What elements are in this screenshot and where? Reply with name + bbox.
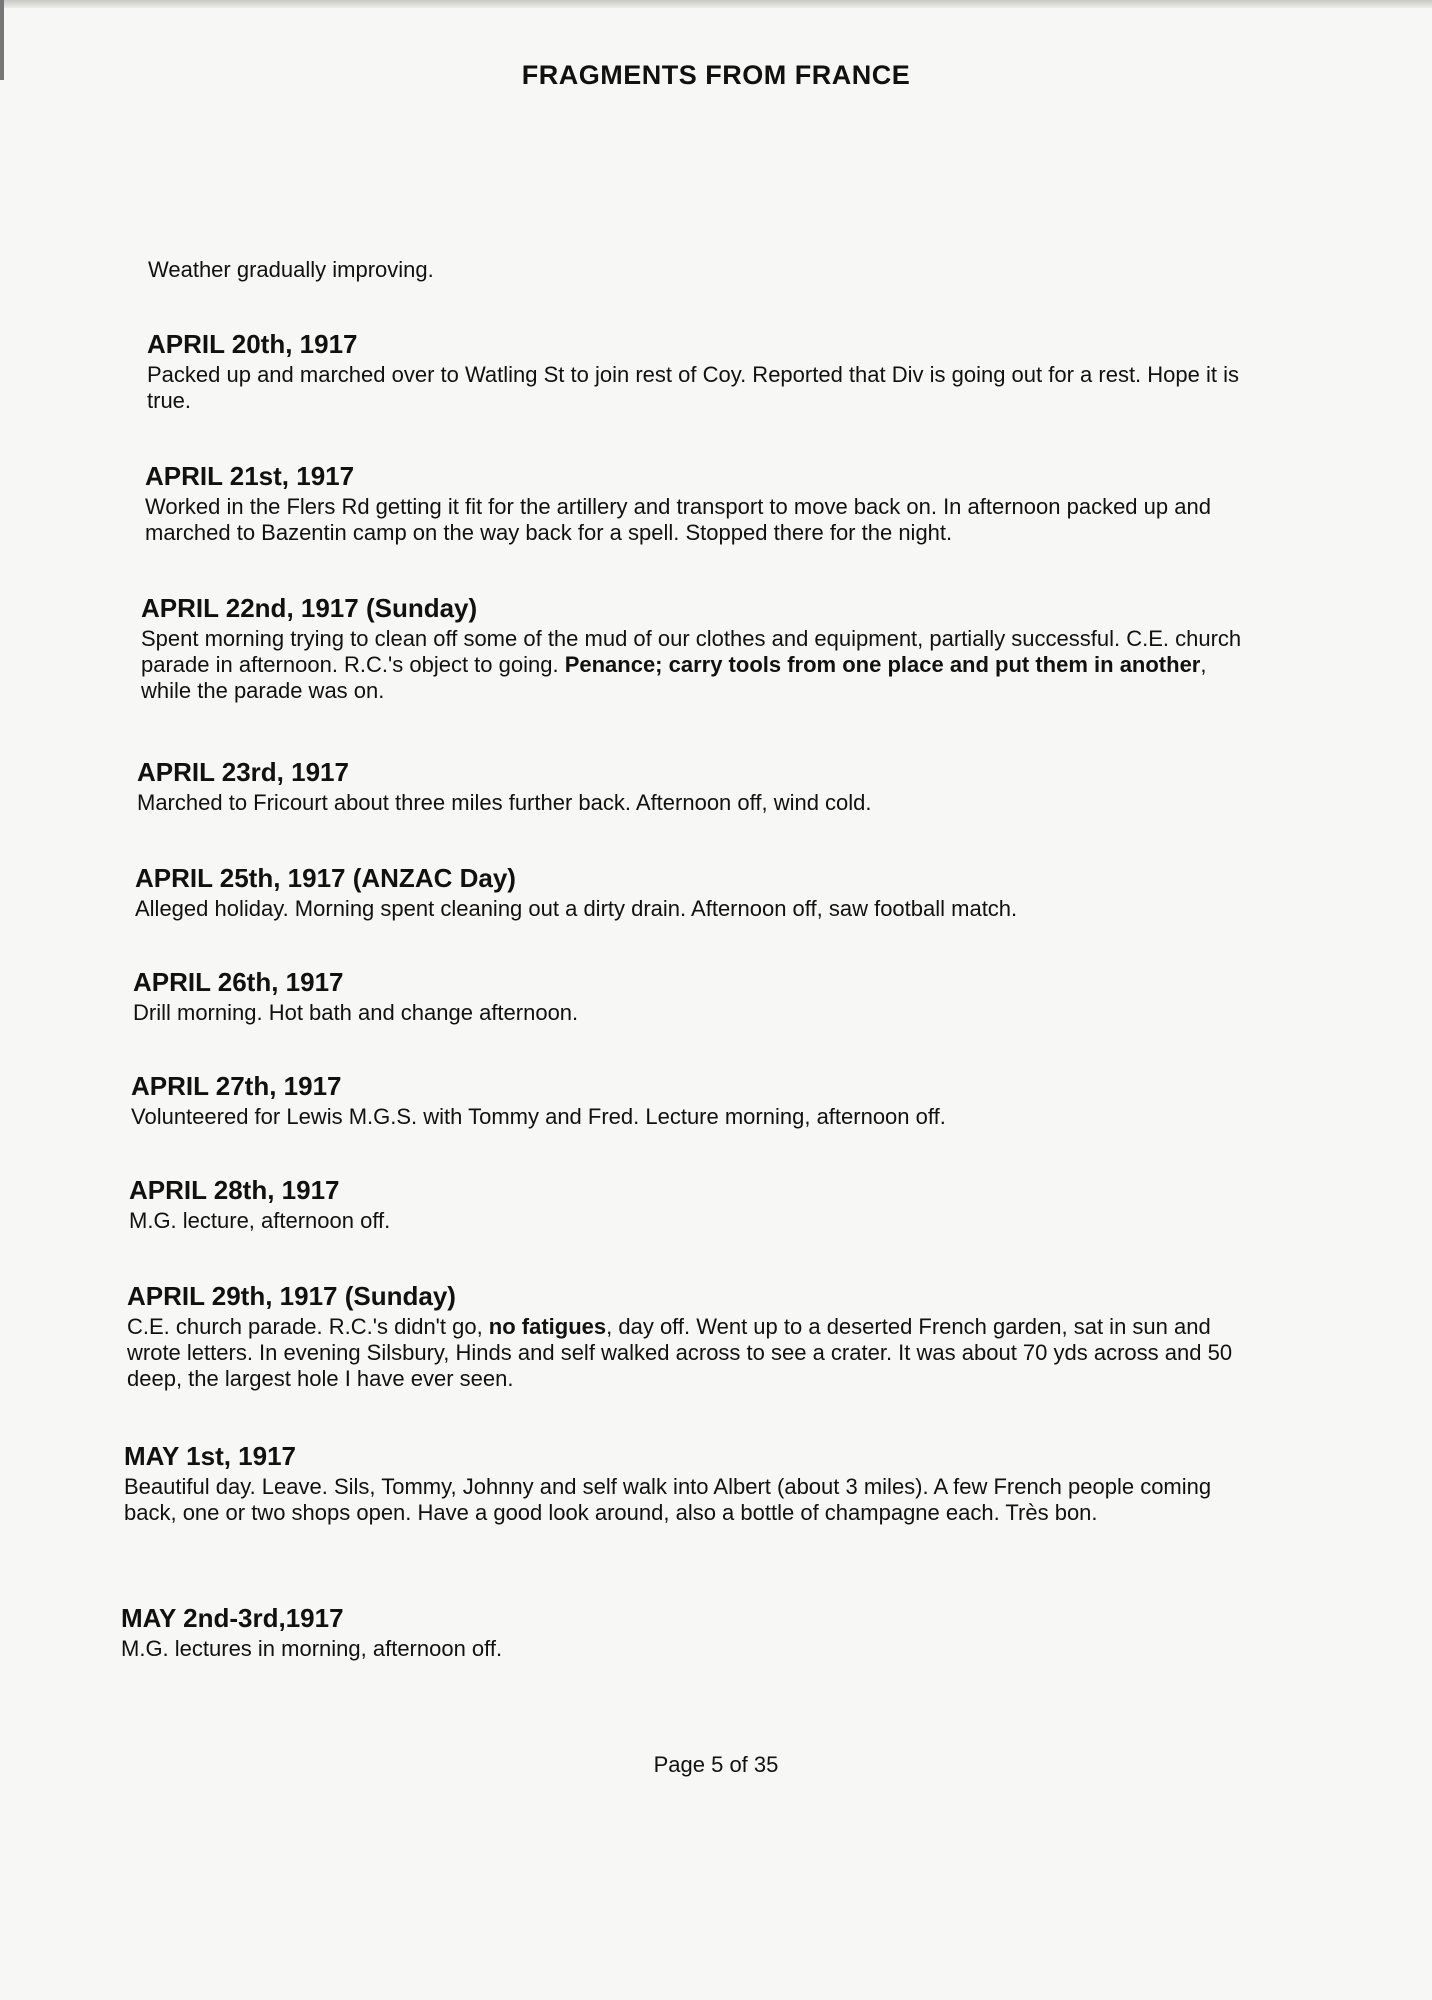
- page-title: FRAGMENTS FROM FRANCE: [521, 60, 911, 90]
- entry-body-text: , while the parade was on.: [141, 652, 1207, 703]
- entry-body: [124, 1474, 1244, 1526]
- entry-heading: APRIL 29th, 1917 (Sunday): [127, 1281, 456, 1311]
- entry-body-text: Volunteered for Lewis M.G.S. with Tommy and Fred. Lecture morning, afternoon off.: [131, 1104, 946, 1129]
- scan-edge-top: [0, 0, 1432, 8]
- intro-text: Weather gradually improving.: [148, 257, 434, 282]
- entry-body-text: Worked in the Flers Rd getting it fit for the artillery and transport to move back on. In afternoon packed up and marched to Bazentin camp on the way back for a spell. Stopped there for the night.: [145, 494, 1211, 545]
- entry-body: [131, 1104, 1251, 1130]
- entry-heading: MAY 1st, 1917: [124, 1441, 297, 1471]
- entry-body: [141, 626, 1261, 704]
- entry-body: [145, 494, 1265, 546]
- diary-entry-april-26: [133, 966, 1253, 1026]
- entry-body-bold-text: Penance; carry tools from one place and put them in another: [564, 652, 1201, 677]
- entry-heading: APRIL 20th, 1917: [147, 329, 358, 359]
- entry-body: [135, 896, 1255, 922]
- entry-body-text: C.E. church parade. R.C.'s didn't go,: [127, 1314, 489, 1339]
- entry-body-text: M.G. lectures in morning, afternoon off.: [121, 1636, 503, 1661]
- entry-heading: APRIL 23rd, 1917: [137, 757, 349, 787]
- entry-heading: MAY 2nd-3rd,1917: [121, 1603, 344, 1633]
- diary-entry-april-25: [135, 862, 1255, 922]
- entry-body-text: M.G. lecture, afternoon off.: [129, 1208, 391, 1233]
- entry-body-text: Spent morning trying to clean off some of the mud of our clothes and equipment, partially successful. C.E. church parade in afternoon. R.C.'s object to going.: [141, 626, 1242, 677]
- entry-body: [129, 1208, 1249, 1234]
- diary-entry-april-20: [147, 328, 1267, 414]
- diary-entry-may-1: [124, 1440, 1244, 1526]
- entry-body-text: Beautiful day. Leave. Sils, Tommy, Johnny and self walk into Albert (about 3 miles). A few French people coming back, one or two shops open. Have a good look around, also a bottle of champagne each. Très bon.: [124, 1474, 1212, 1525]
- diary-entry-april-23: [137, 756, 1257, 816]
- entry-heading: APRIL 26th, 1917: [133, 967, 344, 997]
- entry-body-text: Marched to Fricourt about three miles further back. Afternoon off, wind cold.: [137, 790, 872, 815]
- diary-entry-may-2-3: [121, 1602, 1241, 1662]
- entry-body: [147, 362, 1267, 414]
- entry-heading: APRIL 21st, 1917: [145, 461, 355, 491]
- diary-entry-april-21: [145, 460, 1265, 546]
- entry-body: [127, 1314, 1247, 1392]
- entry-heading: APRIL 27th, 1917: [131, 1071, 342, 1101]
- diary-entry-april-27: [131, 1070, 1251, 1130]
- entry-heading: APRIL 28th, 1917: [129, 1175, 340, 1205]
- entry-body-bold-text: no fatigues: [488, 1314, 607, 1339]
- entry-heading: APRIL 22nd, 1917 (Sunday): [141, 593, 478, 623]
- diary-entry-april-28: [129, 1174, 1249, 1234]
- entry-body: [137, 790, 1257, 816]
- entry-body-text: Drill morning. Hot bath and change afternoon.: [133, 1000, 579, 1025]
- entry-body-text: Alleged holiday. Morning spent cleaning out a dirty drain. Afternoon off, saw football match.: [135, 896, 1018, 921]
- entry-heading: APRIL 25th, 1917 (ANZAC Day): [135, 863, 516, 893]
- entry-body: [133, 1000, 1253, 1026]
- diary-entry-april-22: [141, 592, 1261, 704]
- page-number: Page 5 of 35: [653, 1752, 779, 1777]
- entry-body: [121, 1636, 1241, 1662]
- entry-body-text: , day off. Went up to a deserted French garden, sat in sun and wrote letters. In evening Silsbury, Hinds and self walked across to see a crater. It was about 70 yds across and 50 deep, the largest hole I have ever seen.: [127, 1314, 1233, 1391]
- entry-body-text: Packed up and marched over to Watling St to join rest of Coy. Reported that Div is going out for a rest. Hope it is true.: [147, 362, 1239, 413]
- diary-entry-april-29: [127, 1280, 1247, 1392]
